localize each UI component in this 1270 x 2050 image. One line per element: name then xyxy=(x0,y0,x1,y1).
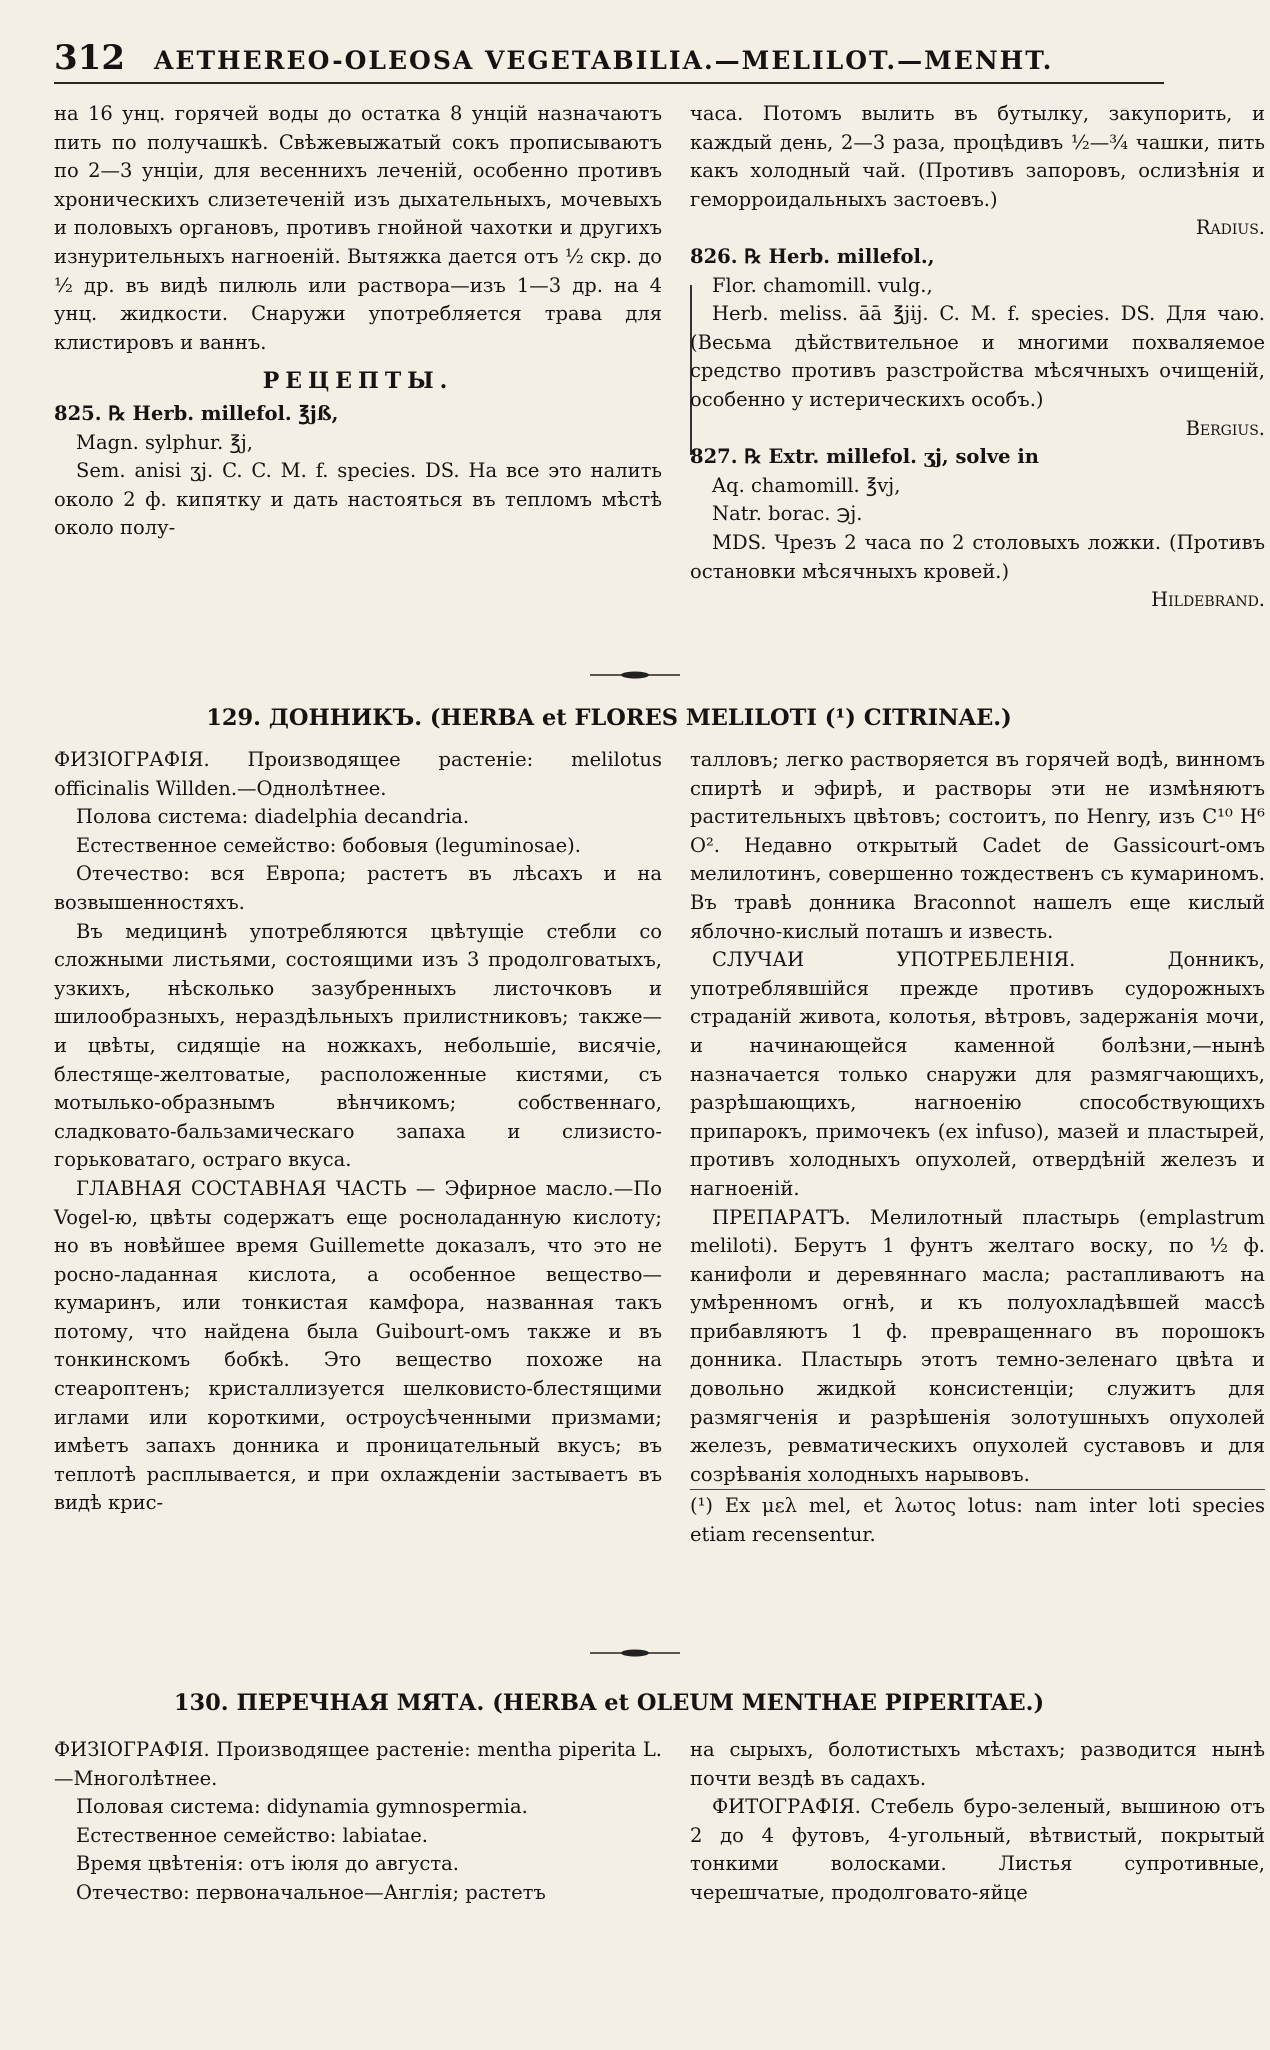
recipe-827-line: Natr. borac. ℈j. xyxy=(712,502,863,526)
paragraph: СЛУЧАИ УПОТРЕБЛЕНІЯ. Донникъ, употреблявшійся прежде противъ судорожныхъ страданій живота, колотья, вѣтровъ, задержанія мочи, и начинающейся каменной болѣзни,—нынѣ назначается только снаружи для размягчающихъ, разрѣшающихъ, нагноенію способствующихъ припарокъ, примочекъ (ex infuso), мазей и пластырей, противъ холодныхъ опухолей, отвердѣній железъ и нагноеній. xyxy=(690,948,1265,1200)
paragraph: Отечество: первоначальное—Англія; растетъ xyxy=(76,1880,546,1904)
recipe-825-line: 825. ℞ Herb. millefol. ℥jß, xyxy=(54,401,339,425)
recipe-827-line: MDS. Чрезъ 2 часа по 2 столовыхъ ложки. (Противъ остановки мѣсячныхъ кровей.) xyxy=(690,530,1265,583)
paragraph: талловъ; легко растворяется въ горячей водѣ, винномъ спиртѣ и эфирѣ, и растворы эти не измѣняютъ растительныхъ цвѣтовъ; состоитъ, по Henry, изъ C¹⁰ H⁶ O². Недавно открытый Cadet de Gassicourt-омъ мелилотинъ, совершенно тождественъ съ кумариномъ. Въ травѣ донника Braconnot нашелъ еще кислый яблочно-кислый поташъ и известь. xyxy=(690,748,1265,943)
author-citation: Radius. xyxy=(1195,216,1265,240)
paragraph: ПРЕПАРАТЪ. Мелилотный пластырь (emplastrum meliloti). Берутъ 1 фунтъ желтаго воску, по ½ ф. канифоли и деревяннаго масла; растапливаютъ на умѣренномъ огнѣ, и къ полуохладѣвшей массѣ прибавляютъ 1 ф. превращеннаго въ порошокъ донника. Пластырь этотъ темно-зеленаго цвѣта и довольно жидкой консистенціи; служитъ для размягченія и разрѣшенія золотушныхъ опухолей железъ, ревматическихъ опухолей суставовъ и для созрѣванія холодныхъ нарывовъ. xyxy=(690,1205,1265,1486)
recipe-825-line: Sem. anisi ʒj. C. C. M. f. species. DS. На все это налить около 2 ф. кипятку и дать настояться въ тепломъ мѣстѣ около полу- xyxy=(54,459,662,540)
top-left-column xyxy=(54,100,662,543)
paragraph: часа. Потомъ вылить въ бутылку, закупорить, и каждый день, 2—3 раза, процѣдивъ ½—¾ чашки, пить какъ холодный чай. (Противъ запоровъ, ослизѣнія и геморроидальныхъ застоевъ.) xyxy=(690,102,1265,211)
page-number: 312 xyxy=(54,38,125,78)
recipe-827-line: Aq. chamomill. ℥vj, xyxy=(712,473,901,497)
paragraph: Полова система: diadelphia decandria. xyxy=(76,805,470,829)
paragraph: ФИТОГРАФІЯ. Стебель буро-зеленый, вышиною отъ 2 до 4 футовъ, 4-угольный, вѣтвистый, покрытый тонкими волосками. Листья супротивные, черешчатые, продолговато-яйце xyxy=(690,1795,1265,1904)
paragraph: Въ медицинѣ употребляются цвѣтущіе стебли со сложными листьями, состоящими изъ 3 продолговатыхъ, узкихъ, нѣсколько зазубренныхъ листочковъ и шилообразныхъ, нераздѣльныхъ прилистниковъ; также—и цвѣты, сидящіе на ножкахъ, небольшіе, висячіе, блестяще-желтоватые, расположенные кистями, съ мотылько-образнымъ вѣнчикомъ; собственнаго, сладковато-бальзамическаго запаха и слизисто-горьковатаго, остраго вкуса. xyxy=(54,919,662,1172)
paragraph: на 16 унц. горячей воды до остатка 8 унцій назначаютъ пить по получашкѣ. Свѣжевыжатый сокъ прописываютъ по 2—3 унціи, для весеннихъ леченій, особенно противъ хроническихъ слизетеченій изъ дыхательныхъ, мочевыхъ и половыхъ органовъ, противъ гнойной чахотки и другихъ изнурительныхъ нагноеній. Вытяжка дается отъ ½ скр. до ½ др. въ видѣ пилюль или раствора—изъ 1—3 др. на 4 унц. жидкости. Снаружи употребляется трава для клистировъ и ваннъ. xyxy=(54,102,662,354)
paragraph: Естественное семейство: labiatae. xyxy=(76,1823,428,1847)
top-right-column xyxy=(690,100,1265,615)
section-130-left-column xyxy=(54,1736,662,1908)
section-130-right-column xyxy=(690,1736,1265,1908)
running-title: AETHEREO-OLEOSA VEGETABILIA.—MELILOT.—MENHT. xyxy=(154,46,1054,75)
paragraph: Половая система: didynamia gymnospermia. xyxy=(76,1795,528,1819)
paragraph: Естественное семейство: бобовыя (leguminosae). xyxy=(76,833,581,857)
recipe-826-line: Herb. meliss. āā ℥jij. C. M. f. species. DS. Для чаю. (Весьма дѣйствительное и многими похваляемое средство противъ разстройства мѣсячныхъ очищеній, особенно у истерическихъ особъ.) xyxy=(690,302,1265,411)
section-129-left-column xyxy=(54,746,662,1518)
paragraph: на сырыхъ, болотистыхъ мѣстахъ; разводится нынѣ почти вездѣ въ садахъ. xyxy=(690,1738,1265,1790)
paragraph: Отечество: вся Европа; растетъ въ лѣсахъ и на возвышенностяхъ. xyxy=(54,862,662,914)
paragraph: ФИЗІОГРАФІЯ. Производящее растеніе: mentha piperita L.—Многолѣтнее. xyxy=(54,1738,662,1790)
paragraph: ГЛАВНАЯ СОСТАВНАЯ ЧАСТЬ — Эфирное масло.—По Vogel-ю, цвѣты содержатъ еще росноладанную кислоту; но въ новѣйшее время Guillemette доказалъ, что это не росно-ладанная кислота, а особенное вещество—кумаринъ, или тонкистая камфора, названная такъ потому, что найдена была Guibourt-омъ также и въ тонкинскомъ бобкѣ. Это вещество похоже на стеароптенъ; кристаллизуется шелковисто-блестящими иглами или короткими, остроусѣченными призмами; имѣетъ запахъ донника и проницательный вкусъ; въ теплотѣ расплывается, и при охлажденіи застываетъ въ видѣ крис- xyxy=(54,1176,662,1515)
section-129-heading: 129. ДОННИКЪ. (HERBA et FLORES MELILOTI (¹) CITRINAE.) xyxy=(206,705,1012,731)
running-header xyxy=(54,38,1164,84)
recipe-825-line: Magn. sylphur. ℥j, xyxy=(76,430,253,454)
section-divider-ornament xyxy=(590,670,680,680)
section-130-heading: 130. ПЕРЕЧНАЯ МЯТА. (HERBA et OLEUM MENTHAE PIPERITAE.) xyxy=(173,1690,1045,1716)
section-divider-ornament xyxy=(590,1648,680,1658)
section-129-right-column xyxy=(690,746,1265,1550)
recepty-heading: РЕЦЕПТЫ. xyxy=(262,368,454,395)
recipe-826-line: Flor. chamomill. vulg., xyxy=(712,273,933,297)
recipe-827-line: 827. ℞ Extr. millefol. ʒj, solve in xyxy=(690,445,1039,469)
paragraph: Время цвѣтенія: отъ іюля до августа. xyxy=(76,1852,459,1876)
author-citation: Hildebrand. xyxy=(1151,588,1265,612)
paragraph: ФИЗІОГРАФІЯ. Производящее растеніе: melilotus officinalis Willden.—Однолѣтнее. xyxy=(54,748,662,800)
footnote: (¹) Ex μελ mel, et λωτος lotus: nam inter loti species etiam recensentur. xyxy=(690,1489,1265,1549)
recipe-826-line: 826. ℞ Herb. millefol., xyxy=(690,244,935,268)
author-citation: Bergius. xyxy=(1185,416,1265,440)
